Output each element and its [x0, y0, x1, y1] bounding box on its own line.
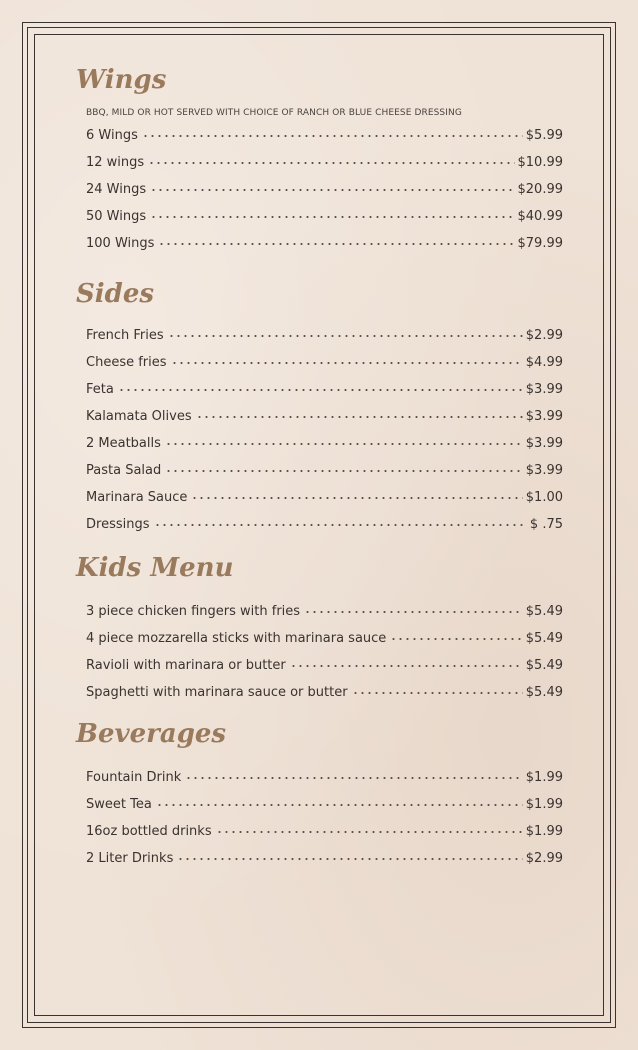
item-price: $3.99: [525, 382, 563, 397]
item-price: $5.49: [525, 685, 563, 700]
dot-leader: [171, 359, 523, 367]
item-name: Pasta Salad: [86, 463, 162, 478]
item-name: 50 Wings: [86, 209, 147, 224]
section-title-beverages: Beverages: [76, 719, 227, 749]
item-price: $5.49: [525, 604, 563, 619]
item-name: 2 Meatballs: [86, 436, 161, 451]
item-name: Kalamata Olives: [86, 409, 192, 424]
item-list-kids-menu: [86, 598, 563, 706]
item-price: $3.99: [525, 409, 563, 424]
dot-leader: [196, 413, 523, 421]
dot-leader: [177, 855, 522, 863]
menu-item: [86, 845, 563, 872]
item-name: Marinara Sauce: [86, 490, 188, 505]
menu-item: [86, 652, 563, 679]
item-name: Spaghetti with marinara sauce or butter: [86, 685, 348, 700]
section-subtitle-wings: BBQ, MILD OR HOT SERVED WITH CHOICE OF RANCH OR BLUE CHEESE DRESSING: [86, 108, 462, 118]
item-name: Fountain Drink: [86, 770, 182, 785]
dot-leader: [304, 608, 523, 616]
menu-item: [86, 376, 563, 403]
item-name: 3 piece chicken fingers with fries: [86, 604, 301, 619]
section-title-sides: Sides: [76, 279, 155, 309]
dot-leader: [142, 132, 523, 140]
section-wings: [76, 60, 563, 257]
item-price: $10.99: [517, 155, 563, 170]
item-price: $2.99: [525, 328, 563, 343]
item-price: $2.99: [525, 851, 563, 866]
dot-leader: [158, 240, 514, 248]
menu-item: [86, 122, 563, 149]
dot-leader: [165, 467, 523, 475]
item-price: $1.99: [525, 824, 563, 839]
item-price: $40.99: [517, 209, 563, 224]
menu-item: [86, 818, 563, 845]
dot-leader: [165, 440, 523, 448]
menu-item: [86, 322, 563, 349]
dot-leader: [191, 494, 522, 502]
dot-leader: [290, 662, 523, 670]
menu-item: [86, 230, 563, 257]
item-price: $5.99: [525, 128, 563, 143]
item-name: 16oz bottled drinks: [86, 824, 212, 839]
section-sides: [76, 274, 563, 538]
dot-leader: [168, 332, 523, 340]
item-list-sides: [86, 322, 563, 538]
dot-leader: [390, 635, 522, 643]
dot-leader: [352, 689, 523, 697]
menu-item: [86, 149, 563, 176]
menu-item: [86, 349, 563, 376]
item-price: $5.49: [525, 631, 563, 646]
item-price: $ .75: [529, 517, 563, 532]
item-name: Sweet Tea: [86, 797, 152, 812]
item-price: $3.99: [525, 463, 563, 478]
item-name: 6 Wings: [86, 128, 138, 143]
menu-item: [86, 430, 563, 457]
dot-leader: [154, 521, 527, 529]
item-price: $79.99: [517, 236, 563, 251]
section-kids-menu: [76, 548, 563, 706]
item-name: 2 Liter Drinks: [86, 851, 174, 866]
section-beverages: [76, 714, 563, 872]
item-price: $1.99: [525, 770, 563, 785]
menu-item: [86, 484, 563, 511]
item-price: $20.99: [517, 182, 563, 197]
item-price: $4.99: [525, 355, 563, 370]
menu-item: [86, 203, 563, 230]
section-title-wings: Wings: [76, 65, 167, 95]
item-name: Ravioli with marinara or butter: [86, 658, 286, 673]
menu-item: [86, 764, 563, 791]
dot-leader: [150, 213, 514, 221]
dot-leader: [216, 828, 523, 836]
item-name: Dressings: [86, 517, 150, 532]
item-list-wings: [86, 122, 563, 257]
dot-leader: [150, 186, 514, 194]
item-price: $1.99: [525, 797, 563, 812]
item-name: 24 Wings: [86, 182, 147, 197]
dot-leader: [156, 801, 523, 809]
menu-item: [86, 791, 563, 818]
item-name: French Fries: [86, 328, 164, 343]
menu-item: [86, 679, 563, 706]
menu-item: [86, 176, 563, 203]
item-list-beverages: [86, 764, 563, 872]
dot-leader: [185, 774, 523, 782]
item-price: $3.99: [525, 436, 563, 451]
item-name: Feta: [86, 382, 114, 397]
item-price: $5.49: [525, 658, 563, 673]
dot-leader: [118, 386, 523, 394]
menu-item: [86, 598, 563, 625]
menu-item: [86, 625, 563, 652]
item-price: $1.00: [525, 490, 563, 505]
item-name: 12 wings: [86, 155, 145, 170]
menu-item: [86, 457, 563, 484]
item-name: Cheese fries: [86, 355, 167, 370]
section-title-kids-menu: Kids Menu: [76, 553, 234, 583]
dot-leader: [148, 159, 514, 167]
item-name: 4 piece mozzarella sticks with marinara sauce: [86, 631, 387, 646]
menu-item: [86, 511, 563, 538]
menu-item: [86, 403, 563, 430]
item-name: 100 Wings: [86, 236, 155, 251]
